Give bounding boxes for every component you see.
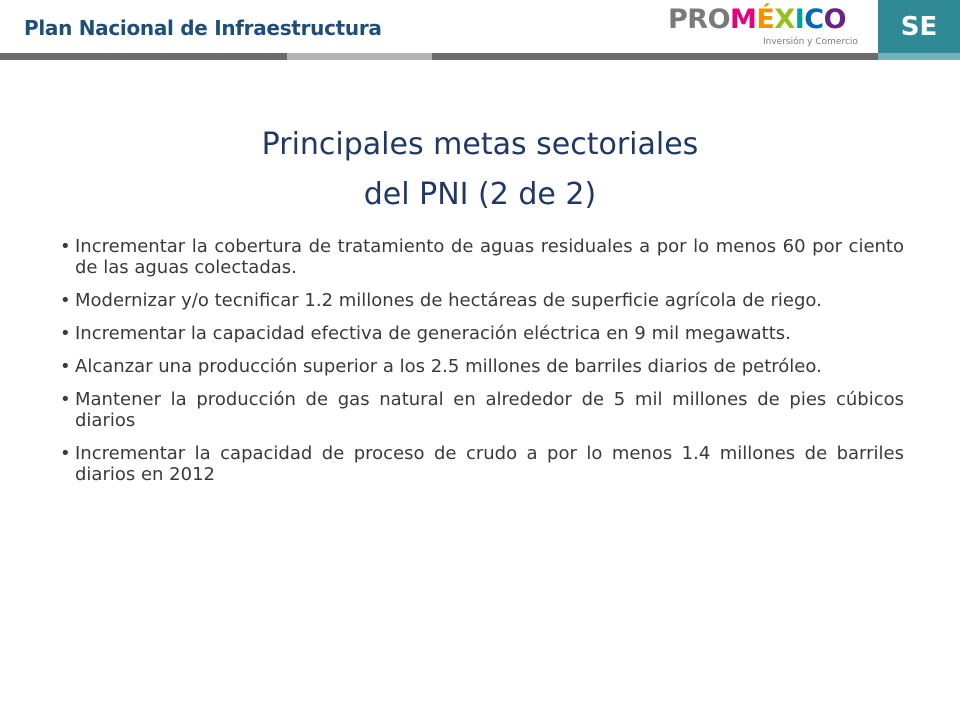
bullet-icon: • bbox=[60, 356, 71, 377]
logo-letter: É bbox=[756, 4, 775, 35]
header-title: Plan Nacional de Infraestructura bbox=[24, 16, 382, 40]
slide-title-line2: del PNI (2 de 2) bbox=[363, 177, 597, 212]
logo-letter: O bbox=[823, 4, 847, 35]
bullet-icon: • bbox=[60, 323, 71, 344]
header-bar bbox=[0, 0, 960, 60]
bullet-icon: • bbox=[60, 443, 71, 464]
goal-item bbox=[60, 323, 904, 344]
goal-item bbox=[60, 389, 904, 431]
goal-item bbox=[60, 356, 904, 377]
goal-text: Incrementar la capacidad efectiva de generación eléctrica en 9 mil megawatts. bbox=[75, 323, 791, 344]
goal-text: Incrementar la cobertura de tratamiento de aguas residuales a por lo menos 60 por ciento de las aguas colectadas. bbox=[75, 236, 904, 278]
goal-item bbox=[60, 236, 904, 278]
goals-list bbox=[60, 236, 904, 497]
goal-item bbox=[60, 443, 904, 485]
slide-title-line1: Principales metas sectoriales bbox=[261, 127, 699, 162]
logo-letter: C bbox=[804, 4, 824, 35]
logo-letter: X bbox=[774, 4, 795, 35]
promexico-logo bbox=[668, 4, 858, 50]
goal-text: Incrementar la capacidad de proceso de crudo a por lo menos 1.4 millones de barriles diarios en 2012 bbox=[75, 443, 904, 485]
slide-title bbox=[60, 120, 900, 220]
goal-item bbox=[60, 290, 904, 311]
header-stripe-middle bbox=[287, 53, 432, 60]
logo-letter: M bbox=[730, 4, 757, 35]
goal-text: Mantener la producción de gas natural en alrededor de 5 mil millones de pies cúbicos diarios bbox=[75, 389, 904, 431]
bullet-icon: • bbox=[60, 236, 71, 257]
goal-text: Alcanzar una producción superior a los 2.5 millones de barriles diarios de petróleo. bbox=[75, 356, 822, 377]
header-stripe-left bbox=[0, 53, 287, 60]
logo-letter: I bbox=[794, 4, 805, 35]
se-stripe bbox=[878, 53, 960, 60]
logo-mexico bbox=[730, 4, 846, 35]
se-logo: SE bbox=[878, 0, 960, 53]
bullet-icon: • bbox=[60, 389, 71, 410]
goal-text: Modernizar y/o tecnificar 1.2 millones de hectáreas de superficie agrícola de riego. bbox=[75, 290, 822, 311]
bullet-icon: • bbox=[60, 290, 71, 311]
logo-pro: PRO bbox=[668, 4, 731, 35]
logo-wordmark bbox=[668, 4, 846, 35]
logo-tagline: Inversión y Comercio bbox=[763, 37, 858, 47]
header-stripe-right bbox=[432, 53, 878, 60]
